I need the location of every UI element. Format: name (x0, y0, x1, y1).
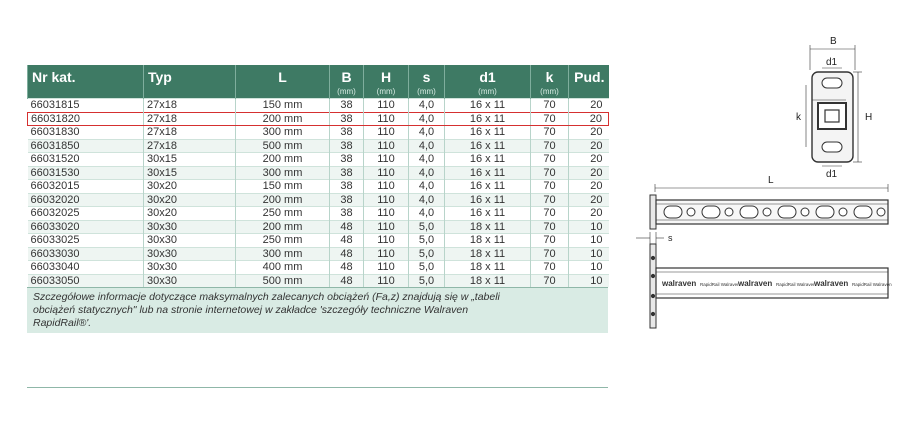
cell-d1: 16 x 11 (445, 153, 531, 167)
cell-d1: 16 x 11 (445, 180, 531, 194)
slot-hole (839, 208, 847, 216)
cell-l: 200 mm (236, 193, 330, 207)
header-l: L (236, 65, 330, 86)
header-d1: d1 (445, 65, 531, 86)
cell-h: 110 (364, 139, 409, 153)
cell-b: 38 (330, 153, 364, 167)
table-row (28, 193, 609, 207)
cell-l: 500 mm (236, 274, 330, 287)
cell-pud: 20 (569, 153, 609, 167)
cell-nr-kat: 66032020 (28, 193, 144, 207)
cell-pud: 20 (569, 207, 609, 221)
table-row (28, 220, 609, 234)
cell-s: 4,0 (409, 126, 445, 140)
cell-k: 70 (531, 207, 569, 221)
cell-h: 110 (364, 274, 409, 287)
cell-h: 110 (364, 126, 409, 140)
cell-pud: 10 (569, 274, 609, 287)
cell-s: 5,0 (409, 234, 445, 248)
cell-h: 110 (364, 207, 409, 221)
cell-k: 70 (531, 234, 569, 248)
unit-s: (mm) (409, 86, 445, 99)
header-nr-kat: Nr kat. (28, 65, 144, 86)
cell-pud: 20 (569, 166, 609, 180)
cell-h: 110 (364, 99, 409, 113)
cell-typ: 27x18 (144, 126, 236, 140)
slot-oval (778, 206, 796, 218)
cell-typ: 30x15 (144, 166, 236, 180)
header-s: s (409, 65, 445, 86)
unit-d1: (mm) (445, 86, 531, 99)
unit-l (236, 86, 330, 99)
unit-h: (mm) (364, 86, 409, 99)
cell-s: 5,0 (409, 274, 445, 287)
label-s: s (668, 233, 673, 243)
cell-d1: 16 x 11 (445, 139, 531, 153)
cell-pud: 20 (569, 126, 609, 140)
slot-oval (816, 206, 834, 218)
cell-d1: 18 x 11 (445, 247, 531, 261)
cell-nr-kat: 66031830 (28, 126, 144, 140)
unit-nr-kat (28, 86, 144, 99)
table-row (28, 207, 609, 221)
cell-k: 70 (531, 166, 569, 180)
cell-l: 300 mm (236, 126, 330, 140)
cell-b: 48 (330, 274, 364, 287)
cell-typ: 30x30 (144, 220, 236, 234)
cell-s: 4,0 (409, 99, 445, 113)
cell-b: 48 (330, 220, 364, 234)
cell-h: 110 (364, 180, 409, 194)
cell-nr-kat: 66031820 (28, 112, 144, 126)
cell-typ: 30x20 (144, 207, 236, 221)
note-line-1: Szczegółowe informacje dotyczące maksymalnych zalecanych obciążeń (Fa,z) znajdują się w „tabeli (33, 291, 500, 303)
cell-d1: 18 x 11 (445, 234, 531, 248)
cell-d1: 18 x 11 (445, 274, 531, 287)
cell-nr-kat: 66033040 (28, 261, 144, 275)
cell-k: 70 (531, 180, 569, 194)
header-k: k (531, 65, 569, 86)
cell-typ: 30x20 (144, 180, 236, 194)
cell-k: 70 (531, 153, 569, 167)
slot-hole (725, 208, 733, 216)
cell-pud: 10 (569, 220, 609, 234)
table-row (28, 274, 609, 287)
cell-k: 70 (531, 139, 569, 153)
cell-d1: 18 x 11 (445, 261, 531, 275)
cell-nr-kat: 66031850 (28, 139, 144, 153)
cell-s: 5,0 (409, 247, 445, 261)
cell-typ: 27x18 (144, 99, 236, 113)
label-k: k (796, 112, 801, 123)
header-typ: Typ (144, 65, 236, 86)
cell-b: 38 (330, 112, 364, 126)
slot-oval (702, 206, 720, 218)
cell-pud: 20 (569, 193, 609, 207)
cell-l: 500 mm (236, 139, 330, 153)
table-units-row (28, 86, 609, 99)
cell-h: 110 (364, 112, 409, 126)
cell-typ: 27x18 (144, 139, 236, 153)
label-l: L (768, 175, 774, 186)
cell-nr-kat: 66032015 (28, 180, 144, 194)
cell-k: 70 (531, 247, 569, 261)
cell-b: 48 (330, 261, 364, 275)
brand-text-3: walraven (814, 279, 849, 288)
cell-b: 38 (330, 126, 364, 140)
table-body (28, 99, 609, 288)
cell-typ: 30x20 (144, 193, 236, 207)
note-line-2: obciążeń statycznych" lub na stronie internetowej w zakładce 'szczegóły techniczne Walraven (33, 304, 469, 316)
cell-nr-kat: 66033020 (28, 220, 144, 234)
cell-l: 150 mm (236, 180, 330, 194)
cell-s: 5,0 (409, 220, 445, 234)
cell-pud: 20 (569, 139, 609, 153)
product-table (27, 65, 609, 287)
cell-b: 48 (330, 247, 364, 261)
cell-h: 110 (364, 166, 409, 180)
table-row (28, 153, 609, 167)
cell-k: 70 (531, 274, 569, 287)
cell-s: 4,0 (409, 153, 445, 167)
cell-d1: 16 x 11 (445, 207, 531, 221)
cell-l: 200 mm (236, 153, 330, 167)
table-row (28, 126, 609, 140)
cell-typ: 30x30 (144, 274, 236, 287)
cell-pud: 10 (569, 234, 609, 248)
cell-pud: 10 (569, 261, 609, 275)
cell-nr-kat: 66033050 (28, 274, 144, 287)
slot-hole (877, 208, 885, 216)
cell-d1: 16 x 11 (445, 193, 531, 207)
cell-k: 70 (531, 126, 569, 140)
brand-text-1: walraven (662, 279, 697, 288)
label-d1-top: d1 (826, 57, 838, 68)
slot-oval (740, 206, 758, 218)
cell-l: 150 mm (236, 99, 330, 113)
cell-k: 70 (531, 261, 569, 275)
cell-nr-kat: 66032025 (28, 207, 144, 221)
table-header-row (28, 65, 609, 86)
cell-s: 4,0 (409, 112, 445, 126)
table-row (28, 180, 609, 194)
cell-h: 110 (364, 220, 409, 234)
brand-text-2: walraven (738, 279, 773, 288)
table-row (28, 139, 609, 153)
cell-k: 70 (531, 193, 569, 207)
cell-nr-kat: 66031530 (28, 166, 144, 180)
slot-hole (763, 208, 771, 216)
product-text-2: RapidRail Walraven (776, 282, 816, 287)
label-d1-bottom: d1 (826, 169, 838, 180)
unit-b: (mm) (330, 86, 364, 99)
cell-b: 38 (330, 193, 364, 207)
cell-h: 110 (364, 247, 409, 261)
table-note (27, 287, 608, 333)
table-row (28, 99, 609, 113)
cell-d1: 18 x 11 (445, 220, 531, 234)
cell-pud: 20 (569, 180, 609, 194)
cell-b: 38 (330, 180, 364, 194)
cell-d1: 16 x 11 (445, 166, 531, 180)
cell-l: 300 mm (236, 166, 330, 180)
slot-oval (854, 206, 872, 218)
cell-h: 110 (364, 153, 409, 167)
table-row (28, 261, 609, 275)
cell-s: 4,0 (409, 207, 445, 221)
cell-pud: 10 (569, 247, 609, 261)
cell-typ: 27x18 (144, 112, 236, 126)
cell-nr-kat: 66031520 (28, 153, 144, 167)
table-row (28, 112, 609, 126)
cell-s: 4,0 (409, 139, 445, 153)
cell-k: 70 (531, 112, 569, 126)
cell-k: 70 (531, 99, 569, 113)
header-b: B (330, 65, 364, 86)
unit-typ (144, 86, 236, 99)
cell-b: 38 (330, 139, 364, 153)
cell-h: 110 (364, 261, 409, 275)
product-table-panel (27, 65, 608, 388)
cell-typ: 30x30 (144, 261, 236, 275)
cell-b: 38 (330, 99, 364, 113)
cell-b: 38 (330, 166, 364, 180)
cell-b: 38 (330, 207, 364, 221)
cell-typ: 30x30 (144, 247, 236, 261)
slot-hole (801, 208, 809, 216)
slot-hole (687, 208, 695, 216)
cell-s: 5,0 (409, 261, 445, 275)
cell-nr-kat: 66031815 (28, 99, 144, 113)
cell-k: 70 (531, 220, 569, 234)
label-h: H (865, 112, 873, 123)
cell-h: 110 (364, 193, 409, 207)
cell-s: 4,0 (409, 193, 445, 207)
table-row (28, 247, 609, 261)
cell-l: 200 mm (236, 112, 330, 126)
unit-pud (569, 86, 609, 99)
cell-l: 200 mm (236, 220, 330, 234)
slot-oval (664, 206, 682, 218)
cell-l: 250 mm (236, 207, 330, 221)
unit-k: (mm) (531, 86, 569, 99)
cell-l: 250 mm (236, 234, 330, 248)
cell-d1: 16 x 11 (445, 99, 531, 113)
cell-l: 300 mm (236, 247, 330, 261)
header-h: H (364, 65, 409, 86)
cell-d1: 16 x 11 (445, 112, 531, 126)
cell-h: 110 (364, 234, 409, 248)
cell-pud: 20 (569, 99, 609, 113)
cell-b: 48 (330, 234, 364, 248)
cell-s: 4,0 (409, 166, 445, 180)
cell-pud: 20 (569, 112, 609, 126)
cell-l: 400 mm (236, 261, 330, 275)
cell-nr-kat: 66033030 (28, 247, 144, 261)
technical-drawing (630, 30, 910, 370)
product-text-1: RapidRail Walraven (700, 282, 740, 287)
note-line-3: RapidRail®'. (33, 317, 92, 329)
cell-d1: 16 x 11 (445, 126, 531, 140)
cell-typ: 30x30 (144, 234, 236, 248)
cell-s: 4,0 (409, 180, 445, 194)
header-pud: Pud. (569, 65, 609, 86)
product-text-3: RapidRail Walraven (852, 282, 892, 287)
cell-nr-kat: 66033025 (28, 234, 144, 248)
table-row (28, 166, 609, 180)
label-b: B (830, 36, 837, 47)
cell-typ: 30x15 (144, 153, 236, 167)
table-row (28, 234, 609, 248)
